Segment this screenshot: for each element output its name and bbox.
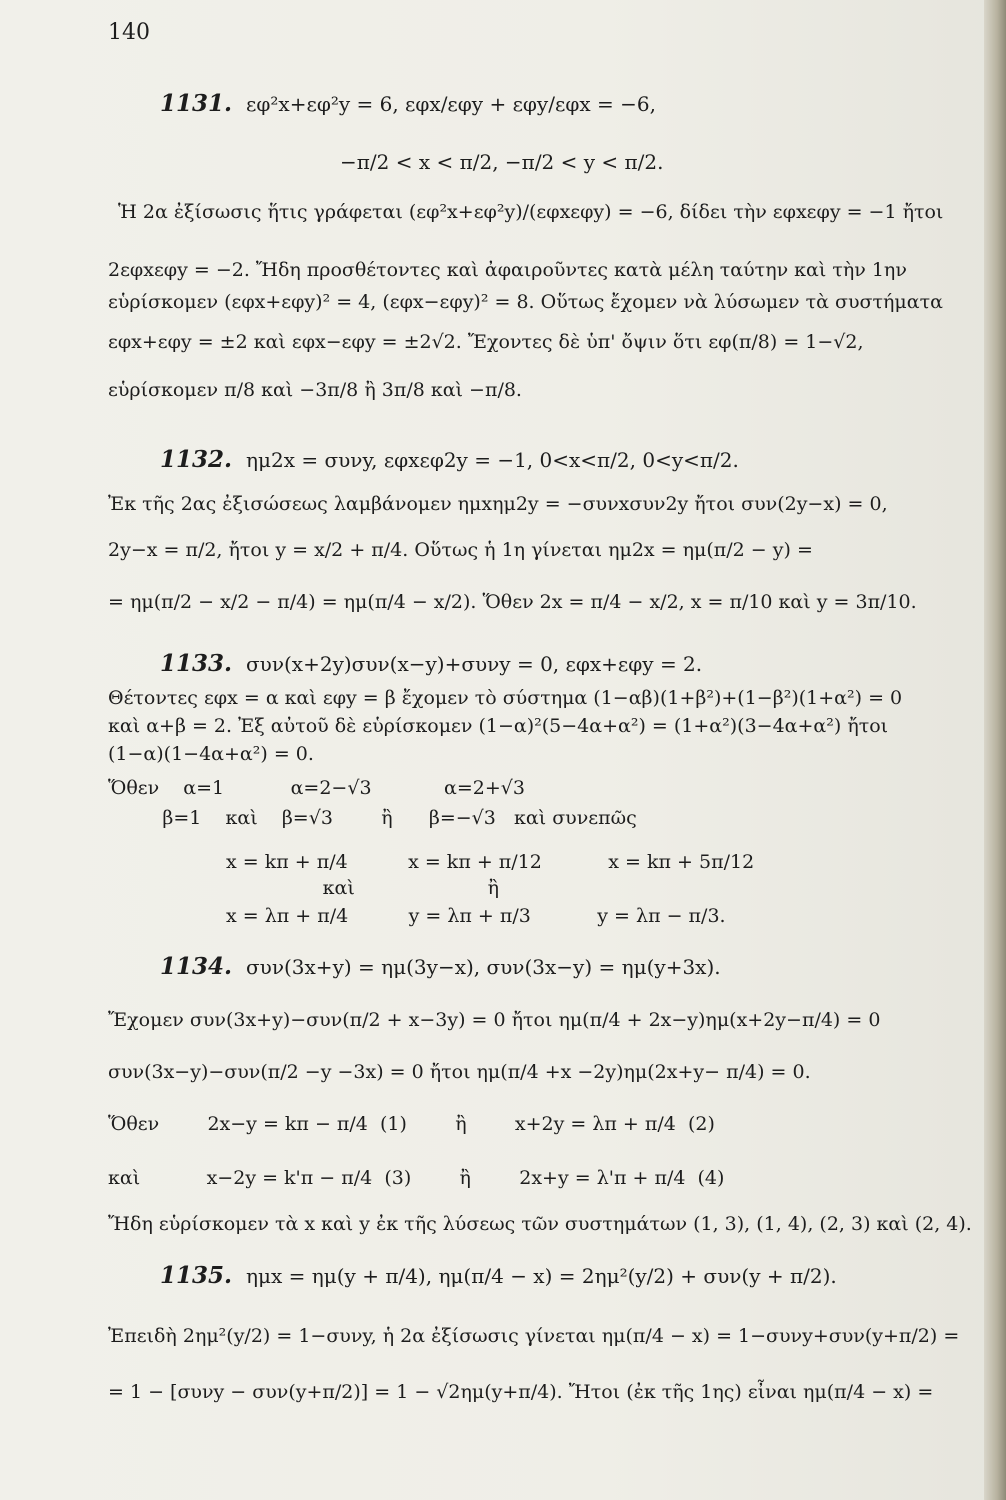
- solution-line: 2y−x = π/2, ἤτοι y = x/2 + π/4. Οὕτως ἡ 1η γίνεται ημ2x = ημ(π/2 − y) =: [108, 539, 813, 561]
- problem-1134-header: [160, 955, 721, 979]
- problem-1135-header: [160, 1264, 837, 1288]
- solution-line: x = kπ + π/4 x = kπ + π/12 x = kπ + 5π/12: [226, 851, 755, 873]
- problem-number: 1132.: [160, 446, 233, 473]
- solution-line: Ἡ 2α ἐξίσωσις ἥτις γράφεται (εφ²x+εφ²y)/(εφxεφy) = −6, δίδει τὴν εφxεφy = −1 ἤτοι: [118, 201, 944, 223]
- solution-line: εὑρίσκομεν (εφx+εφy)² = 4, (εφx−εφy)² = 8. Οὕτως ἔχομεν νὰ λύσωμεν τὰ συστήματα: [108, 291, 943, 313]
- page-number: 140: [108, 20, 150, 45]
- problem-statement: συν(3x+y) = ημ(3y−x), συν(3x−y) = ημ(y+3x).: [246, 955, 721, 979]
- page-edge: [984, 0, 1006, 1500]
- solution-line: εὑρίσκομεν π/8 καὶ −3π/8 ἢ 3π/8 καὶ −π/8.: [108, 379, 522, 401]
- solution-line: καὶ α+β = 2. Ἐξ αὐτοῦ δὲ εὑρίσκομεν (1−α)²(5−4α+α²) = (1+α²)(3−4α+α²) ἤτοι: [108, 715, 889, 737]
- problem-condition: −π/2 < x < π/2, −π/2 < y < π/2.: [340, 150, 664, 174]
- problem-number: 1133.: [160, 650, 233, 677]
- problem-number: 1134.: [160, 953, 233, 980]
- solution-line: Ὅθεν α=1 α=2−√3 α=2+√3: [108, 777, 525, 799]
- solution-line: καὶ ἢ: [226, 877, 500, 899]
- solution-line: 2εφxεφy = −2. Ἤδη προσθέτοντες καὶ ἀφαιροῦντες κατὰ μέλη ταύτην καὶ τὴν 1ην: [108, 259, 907, 281]
- solution-line: Ἤδη εὑρίσκομεν τὰ x καὶ y ἐκ τῆς λύσεως τῶν συστημάτων (1, 3), (1, 4), (2, 3) καὶ (2, 4).: [108, 1213, 972, 1235]
- solution-line: εφx+εφy = ±2 καὶ εφx−εφy = ±2√2. Ἔχοντες δὲ ὑπ' ὄψιν ὅτι εφ(π/8) = 1−√2,: [108, 331, 864, 353]
- solution-line: β=1 καὶ β=√3 ἢ β=−√3 καὶ συνεπῶς: [108, 807, 637, 829]
- solution-line: = ημ(π/2 − x/2 − π/4) = ημ(π/4 − x/2). Ὅθεν 2x = π/4 − x/2, x = π/10 καὶ y = 3π/10.: [108, 591, 917, 613]
- solution-line: Ὅθεν 2x−y = kπ − π/4 (1) ἢ x+2y = λπ + π/4 (2): [108, 1113, 715, 1135]
- problem-statement: ημx = ημ(y + π/4), ημ(π/4 − x) = 2ημ²(y/2) + συν(y + π/2).: [246, 1264, 837, 1288]
- solution-line: Ἐκ τῆς 2ας ἐξισώσεως λαμβάνομεν ημxημ2y = −συνxσυν2y ἤτοι συν(2y−x) = 0,: [108, 493, 888, 515]
- solution-line: (1−α)(1−4α+α²) = 0.: [108, 743, 314, 765]
- problem-1132-header: [160, 448, 739, 472]
- problem-number: 1131.: [160, 90, 233, 117]
- problem-statement: ημ2x = συνy, εφxεφ2y = −1, 0<x<π/2, 0<y<π/2.: [246, 448, 739, 472]
- solution-line: συν(3x−y)−συν(π/2 −y −3x) = 0 ἤτοι ημ(π/4 +x −2y)ημ(2x+y− π/4) = 0.: [108, 1061, 811, 1083]
- solution-line: Θέτοντες εφx = α καὶ εφy = β ἔχομεν τὸ σύστημα (1−αβ)(1+β²)+(1−β²)(1+α²) = 0: [108, 687, 903, 709]
- solution-line: = 1 − [συνy − συν(y+π/2)] = 1 − √2ημ(y+π/4). Ἤτοι (ἐκ τῆς 1ης) εἶναι ημ(π/4 − x) =: [108, 1381, 934, 1403]
- solution-line: Ἐπειδὴ 2ημ²(y/2) = 1−συνy, ἡ 2α ἐξίσωσις γίνεται ημ(π/4 − x) = 1−συνy+συν(y+π/2) =: [108, 1325, 960, 1347]
- problem-1133-header: [160, 652, 702, 676]
- solution-line: x = λπ + π/4 y = λπ + π/3 y = λπ − π/3.: [226, 905, 726, 927]
- solution-line: καὶ x−2y = k'π − π/4 (3) ἢ 2x+y = λ'π + π/4 (4): [108, 1167, 725, 1189]
- problem-statement: συν(x+2y)συν(x−y)+συνy = 0, εφx+εφy = 2.: [246, 652, 703, 676]
- problem-statement: εφ²x+εφ²y = 6, εφx/εφy + εφy/εφx = −6,: [246, 92, 656, 116]
- problem-1131-header: [160, 92, 656, 116]
- problem-number: 1135.: [160, 1262, 233, 1289]
- solution-line: Ἔχομεν συν(3x+y)−συν(π/2 + x−3y) = 0 ἤτοι ημ(π/4 + 2x−y)ημ(x+2y−π/4) = 0: [108, 1009, 881, 1031]
